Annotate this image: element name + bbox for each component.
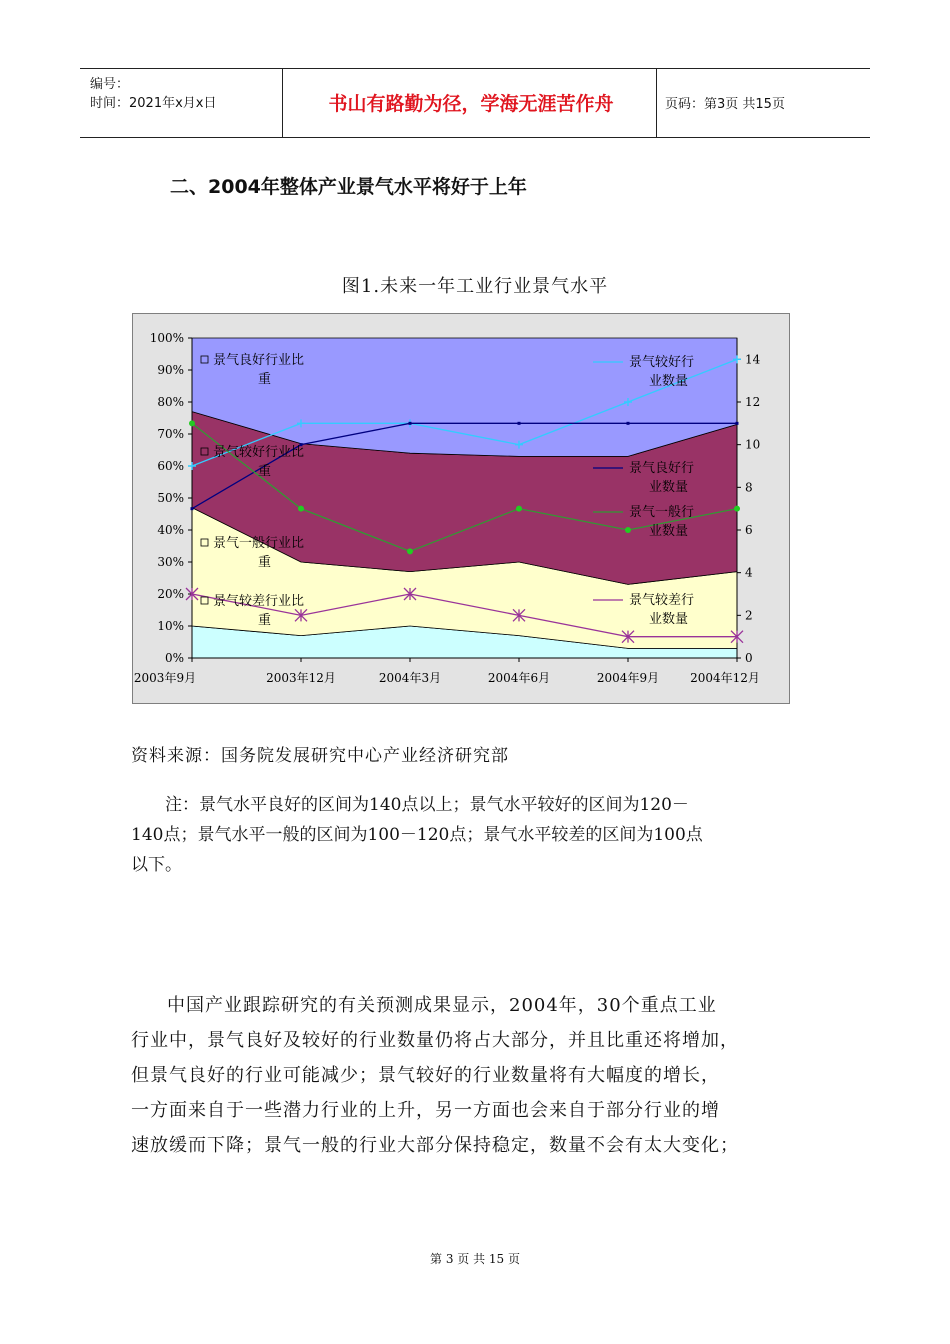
point-景气良好行业数量 xyxy=(409,422,412,425)
figure-title: 图1.未来一年工业行业景气水平 xyxy=(341,276,609,297)
y-left-tick-label: 90% xyxy=(157,363,184,377)
point-景气一般行业数量 xyxy=(407,548,413,554)
y-right-tick-label: 4 xyxy=(745,565,753,580)
y-right-tick-label: 2 xyxy=(745,608,753,623)
body-line: 行业中，景气良好及较好的行业数量仍将占大部分，并且比重还将增加， xyxy=(131,1030,739,1051)
y-right-tick-label: 8 xyxy=(745,480,753,495)
body-line: 但景气良好的行业可能减少；景气较好的行业数量将有大幅度的增长， xyxy=(131,1065,720,1086)
point-景气一般行业数量 xyxy=(189,420,195,426)
point-景气良好行业数量 xyxy=(627,422,630,425)
point-景气一般行业数量 xyxy=(298,506,304,512)
legend-label-area-line2: 重 xyxy=(258,555,272,570)
x-tick-label: 2004年9月 xyxy=(596,671,660,685)
y-left-tick-label: 40% xyxy=(157,523,184,537)
legend-label-line-line2: 业数量 xyxy=(649,480,689,495)
note-line: 以下。 xyxy=(131,855,182,875)
chart xyxy=(133,314,789,703)
header-left xyxy=(90,75,216,113)
legend-label-area-line1: 景气较好行业比 xyxy=(213,445,305,460)
header-motto: 书山有路勤为径，学海无涯苦作舟 xyxy=(328,93,614,115)
source-line: 资料来源：国务院发展研究中心产业经济研究部 xyxy=(131,746,509,766)
y-left-tick-label: 20% xyxy=(157,587,184,601)
legend-label-line-line1: 景气一般行 xyxy=(629,505,695,520)
y-right-tick-label: 0 xyxy=(745,651,753,665)
y-left-tick-label: 50% xyxy=(157,491,184,505)
body-line: 速放缓而下降；景气一般的行业大部分保持稳定，数量不会有太大变化； xyxy=(131,1135,739,1156)
legend-label-area-line2: 重 xyxy=(258,613,272,628)
point-景气良好行业数量 xyxy=(518,422,521,425)
section-title: 二、2004年整体产业景气水平将好于上年 xyxy=(170,176,527,198)
chart-frame xyxy=(132,313,790,704)
number-label: 编号： xyxy=(90,77,130,92)
body-line: 一方面来自于一些潜力行业的上升，另一方面也会来自于部分行业的增 xyxy=(131,1100,720,1121)
y-left-tick-label: 100% xyxy=(149,331,184,345)
legend-label-line-line2: 业数量 xyxy=(649,612,689,627)
body-line: 中国产业跟踪研究的有关预测成果显示，2004年，30个重点工业 xyxy=(167,995,717,1016)
time-label: 时间：2021年x月x日 xyxy=(90,96,217,111)
note-line: 注：景气水平良好的区间为140点以上；景气水平较好的区间为120－ xyxy=(165,795,689,815)
legend-label-line-line1: 景气较差行 xyxy=(629,593,695,608)
legend-label-line-line2: 业数量 xyxy=(649,374,689,389)
x-tick-label: 2004年3月 xyxy=(378,671,442,685)
point-景气一般行业数量 xyxy=(516,506,522,512)
legend-label-line-line1: 景气良好行 xyxy=(629,461,695,476)
legend-label-line-line2: 业数量 xyxy=(649,524,689,539)
point-景气良好行业数量 xyxy=(191,507,194,510)
note-line: 140点；景气水平一般的区间为100－120点；景气水平较差的区间为100点 xyxy=(131,825,703,845)
y-left-tick-label: 80% xyxy=(157,395,184,409)
x-tick-label: 2003年12月 xyxy=(266,671,336,685)
y-left-tick-label: 0% xyxy=(164,651,184,665)
y-left-tick-label: 10% xyxy=(157,619,184,633)
legend-label-area-line2: 重 xyxy=(258,464,272,479)
point-景气一般行业数量 xyxy=(625,527,631,533)
page-header xyxy=(80,68,870,138)
x-tick-label: 2004年6月 xyxy=(487,671,551,685)
legend-label-area-line1: 景气良好行业比 xyxy=(213,353,305,368)
point-景气一般行业数量 xyxy=(734,506,740,512)
point-景气良好行业数量 xyxy=(736,422,739,425)
header-page-info: 页码：第3页 共15页 xyxy=(665,97,785,112)
y-left-tick-label: 60% xyxy=(157,459,184,473)
x-tick-label: 2003年9月 xyxy=(133,671,197,685)
y-right-tick-label: 10 xyxy=(745,437,761,452)
note xyxy=(131,790,831,880)
legend-label-area-line2: 重 xyxy=(258,372,272,387)
body-paragraph xyxy=(131,988,841,1163)
x-tick-label: 2004年12月 xyxy=(690,671,760,685)
y-left-tick-label: 70% xyxy=(157,427,184,441)
legend-label-area-line1: 景气较差行业比 xyxy=(213,594,305,609)
y-right-tick-label: 14 xyxy=(745,352,761,367)
header-divider xyxy=(282,69,283,137)
y-right-tick-label: 12 xyxy=(745,395,761,409)
page-footer: 第 3 页 共 15 页 xyxy=(430,1252,520,1266)
y-right-tick-label: 6 xyxy=(745,523,753,537)
legend-label-area-line1: 景气一般行业比 xyxy=(213,536,305,551)
legend-label-line-line1: 景气较好行 xyxy=(629,355,695,370)
y-left-tick-label: 30% xyxy=(157,555,184,569)
